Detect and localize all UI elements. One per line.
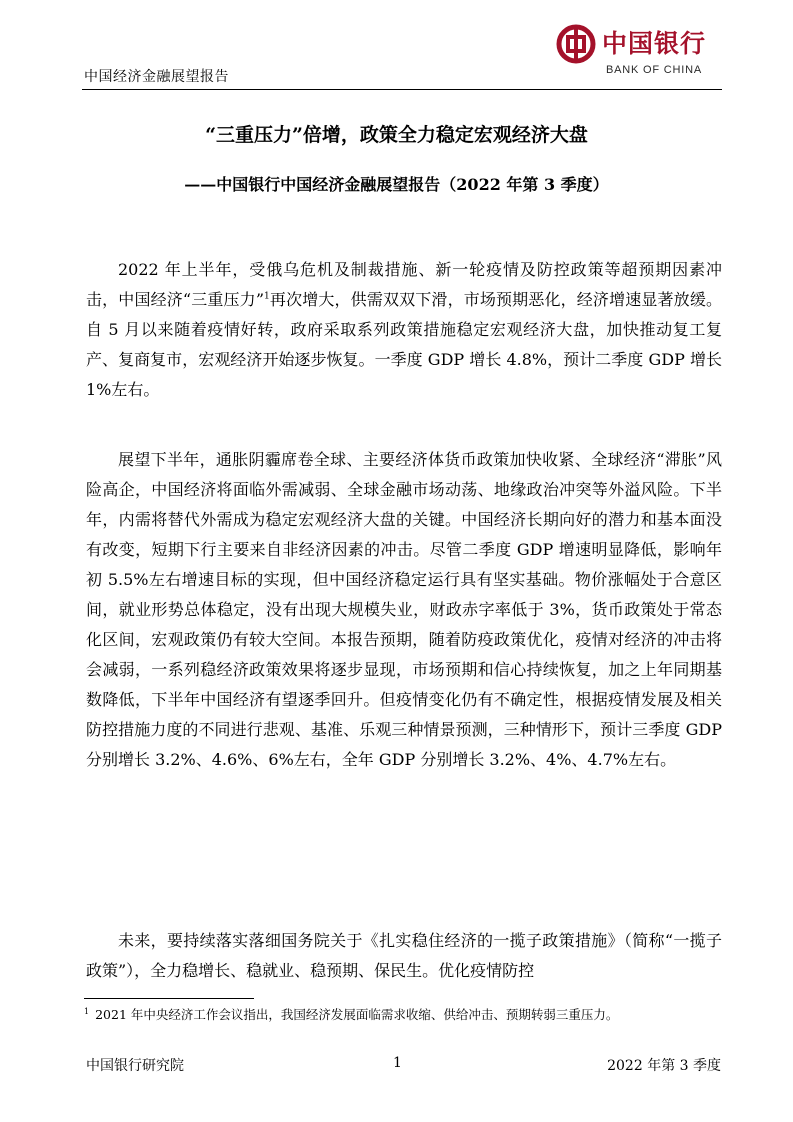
footer-institute: 中国银行研究院 (86, 1058, 184, 1074)
header-divider (82, 89, 722, 90)
paragraph-3-text: 未来，要持续落实落细国务院关于《扎实稳住经济的一揽子政策措施》（简称“一揽子政策”），全力稳增长、稳就业、稳预期、保民生。优化疫情防控 (86, 931, 722, 980)
footnote-divider (84, 998, 254, 999)
paragraph-2-text: 展望下半年，通胀阴霾席卷全球、主要经济体货币政策加快收紧、全球经济“滞胀”风险高企，中国经济将面临外需减弱、全球金融市场动荡、地缘政治冲突等外溢风险。下半年，内需将替代外需成为稳定宏观经济大盘的关键。中国经济长期向好的潜力和基本面没有改变，短期下行主要来自非经济因素的冲击。尽管二季度 GDP 增速明显降低，影响年初 5.5%左右增速目标的实现，但中国经济稳定运行具有坚实基础。物价涨幅处于合意区间，就业形势总体稳定，没有出现大规模失业，财政赤字率低于 3%，货币政策处于常态化区间，宏观政策仍有较大空间。本报告预期，随着防疫政策优化，疫情对经济的冲击将会减弱，一系列稳经济政策效果将逐步显现，市场预期和信心持续恢复，加之上年同期基数降低，下半年中国经济有望逐季回升。但疫情变化仍有不确定性，根据疫情发展及相关防控措施力度的不同进行悲观、基准、乐观三种情景预测，三种情形下，预计三季度 GDP 分别增长 3.2%、4.6%、6%左右，全年 GDP 分别增长 3.2%、4%、4.7%左右。 (86, 450, 722, 769)
header-title: 中国经济金融展望报告 (84, 69, 229, 85)
paragraph-2 (86, 445, 722, 775)
logo-english-name: BANK OF CHINA (606, 64, 702, 76)
report-title: “三重压力”倍增，政策全力稳定宏观经济大盘 (205, 124, 588, 146)
paragraph-1 (86, 255, 722, 405)
paragraph-3 (86, 926, 722, 986)
footer-period: 2022 年第 3 季度 (607, 1058, 721, 1074)
footnote-mark: 1 (84, 1006, 90, 1016)
footnote-reference: 1 (264, 291, 270, 302)
paragraph-1-text-b: 再次增大，供需双双下滑，市场预期恶化，经济增速显著放缓。自 5 月以来随着疫情好转，政府采取系列政策措施稳定宏观经济大盘，加快推动复工复产、复商复市，宏观经济开始逐步恢复。一季度 GDP 增长 4.8%，预计二季度 GDP 增长 1%左右。 (86, 290, 722, 399)
bank-logo (556, 22, 724, 82)
paragraph-1-text-a: 2022 年上半年，受俄乌危机及制裁措施、新一轮疫情及防控政策等超预期因素冲击，中国经济“三重压力” (86, 260, 722, 309)
footnote (84, 1005, 618, 1023)
footnote-text: 2021 年中央经济工作会议指出，我国经济发展面临需求收缩、供给冲击、预期转弱三重压力。 (95, 1007, 619, 1022)
report-subtitle: ——中国银行中国经济金融展望报告（2022 年第 3 季度） (184, 175, 609, 194)
bank-of-china-logo-icon (556, 24, 596, 64)
page-number: 1 (393, 1055, 402, 1071)
logo-chinese-name: 中国银行 (602, 29, 707, 58)
